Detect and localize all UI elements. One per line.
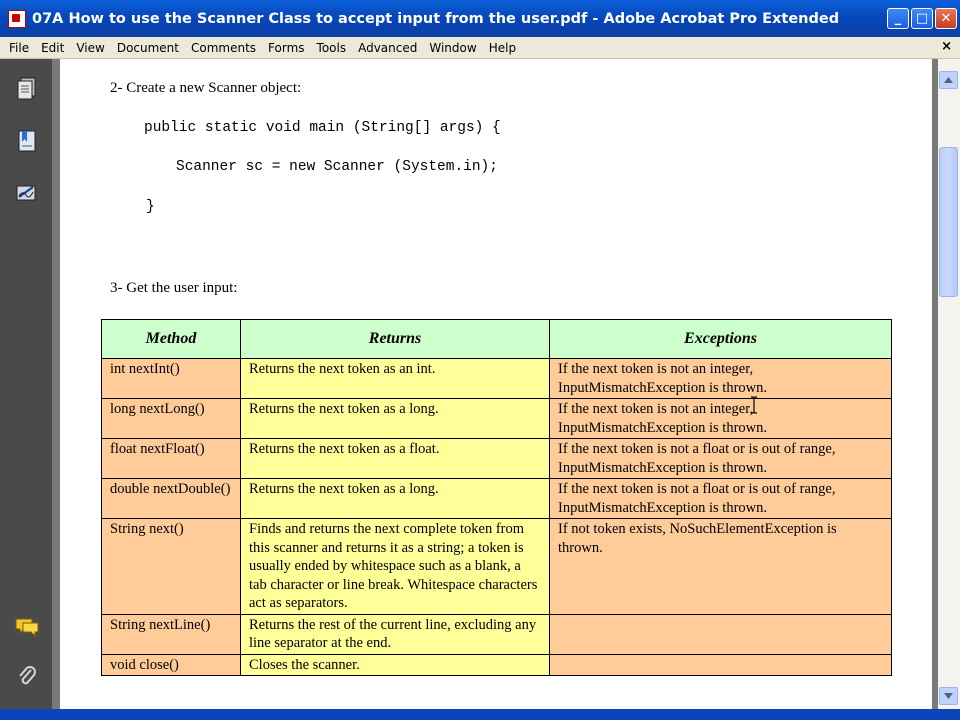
menu-tools[interactable]: Tools bbox=[316, 40, 347, 55]
exceptions-cell: If the next token is not a float or is out of range, InputMismatchException is thrown. bbox=[550, 439, 892, 479]
exceptions-cell: If not token exists, NoSuchElementException is thrown. bbox=[550, 519, 892, 615]
minimize-button[interactable] bbox=[887, 8, 909, 29]
header-returns: Returns bbox=[241, 320, 550, 359]
returns-cell: Returns the next token as a long. bbox=[241, 399, 550, 439]
attachments-icon[interactable] bbox=[14, 665, 40, 689]
maximize-icon: □ bbox=[915, 11, 929, 26]
returns-cell: Finds and returns the next complete token from this scanner and returns it as a string; a token is usually ended by whitespace such as a blank, a tab character or line break. Whitespace characters act as separators. bbox=[241, 519, 550, 615]
exceptions-cell: If the next token is not a float or is out of range, InputMismatchException is thrown. bbox=[550, 479, 892, 519]
menu-edit[interactable]: Edit bbox=[41, 40, 65, 55]
table-row bbox=[102, 439, 892, 479]
table-header-row bbox=[102, 320, 892, 359]
menu-advanced[interactable]: Advanced bbox=[358, 40, 418, 55]
code-line-close-brace: } bbox=[146, 199, 155, 215]
scroll-up-button[interactable] bbox=[939, 71, 958, 89]
pages-icon[interactable] bbox=[14, 77, 40, 101]
table-row bbox=[102, 654, 892, 676]
method-cell: long nextLong() bbox=[102, 399, 241, 439]
method-cell: double nextDouble() bbox=[102, 479, 241, 519]
pdf-page bbox=[60, 59, 932, 709]
returns-cell: Returns the next token as a float. bbox=[241, 439, 550, 479]
table-row bbox=[102, 614, 892, 654]
window-bottom-border bbox=[0, 709, 960, 720]
exceptions-cell: If the next token is not an integer, InputMismatchException is thrown. bbox=[550, 399, 892, 439]
vertical-scrollbar[interactable] bbox=[938, 59, 960, 709]
menu-bar bbox=[0, 37, 960, 59]
close-icon: ✕ bbox=[940, 11, 952, 26]
menu-view[interactable]: View bbox=[76, 40, 105, 55]
exceptions-cell bbox=[550, 654, 892, 676]
step-2-heading: 2- Create a new Scanner object: bbox=[110, 80, 302, 96]
scanner-methods-table bbox=[101, 319, 892, 676]
returns-cell: Returns the next token as an int. bbox=[241, 359, 550, 399]
minimize-icon: _ bbox=[894, 11, 902, 26]
returns-cell: Closes the scanner. bbox=[241, 654, 550, 676]
signatures-icon[interactable] bbox=[14, 181, 40, 205]
table-row bbox=[102, 479, 892, 519]
code-line-scanner: Scanner sc = new Scanner (System.in); bbox=[176, 159, 498, 175]
window-title: 07A How to use the Scanner Class to accept input from the user.pdf - Adobe Acrobat Pro Extended bbox=[32, 10, 840, 27]
text-cursor-icon bbox=[749, 396, 759, 414]
menu-document[interactable]: Document bbox=[116, 40, 179, 55]
bookmarks-icon[interactable] bbox=[14, 129, 40, 153]
chevron-up-icon bbox=[944, 77, 953, 83]
scroll-thumb[interactable] bbox=[939, 147, 958, 297]
maximize-button[interactable] bbox=[911, 8, 933, 29]
menu-file[interactable]: File bbox=[9, 40, 30, 55]
method-cell: String nextLine() bbox=[102, 614, 241, 654]
code-line-main: public static void main (String[] args) { bbox=[144, 120, 501, 136]
menu-help[interactable]: Help bbox=[488, 40, 517, 55]
table-row bbox=[102, 359, 892, 399]
title-bar[interactable] bbox=[0, 0, 960, 37]
header-method: Method bbox=[102, 320, 241, 359]
menu-comments[interactable]: Comments bbox=[191, 40, 257, 55]
comments-icon[interactable] bbox=[14, 615, 40, 639]
document-close-button[interactable]: × bbox=[941, 39, 952, 54]
table-row bbox=[102, 399, 892, 439]
window-controls bbox=[887, 8, 957, 29]
acrobat-pdf-icon bbox=[8, 10, 26, 28]
chevron-down-icon bbox=[944, 693, 953, 699]
returns-cell: Returns the rest of the current line, excluding any line separator at the end. bbox=[241, 614, 550, 654]
scroll-down-button[interactable] bbox=[939, 687, 958, 705]
exceptions-cell bbox=[550, 614, 892, 654]
header-exceptions: Exceptions bbox=[550, 320, 892, 359]
method-cell: String next() bbox=[102, 519, 241, 615]
document-view[interactable] bbox=[52, 59, 938, 709]
close-button[interactable] bbox=[935, 8, 957, 29]
returns-cell: Returns the next token as a long. bbox=[241, 479, 550, 519]
exceptions-cell: If the next token is not an integer, InputMismatchException is thrown. bbox=[550, 359, 892, 399]
step-3-heading: 3- Get the user input: bbox=[110, 280, 238, 296]
method-cell: float nextFloat() bbox=[102, 439, 241, 479]
menu-forms[interactable]: Forms bbox=[268, 40, 305, 55]
navigation-panel bbox=[0, 59, 53, 709]
method-cell: void close() bbox=[102, 654, 241, 676]
method-cell: int nextInt() bbox=[102, 359, 241, 399]
menu-window[interactable]: Window bbox=[429, 40, 477, 55]
table-row bbox=[102, 519, 892, 615]
